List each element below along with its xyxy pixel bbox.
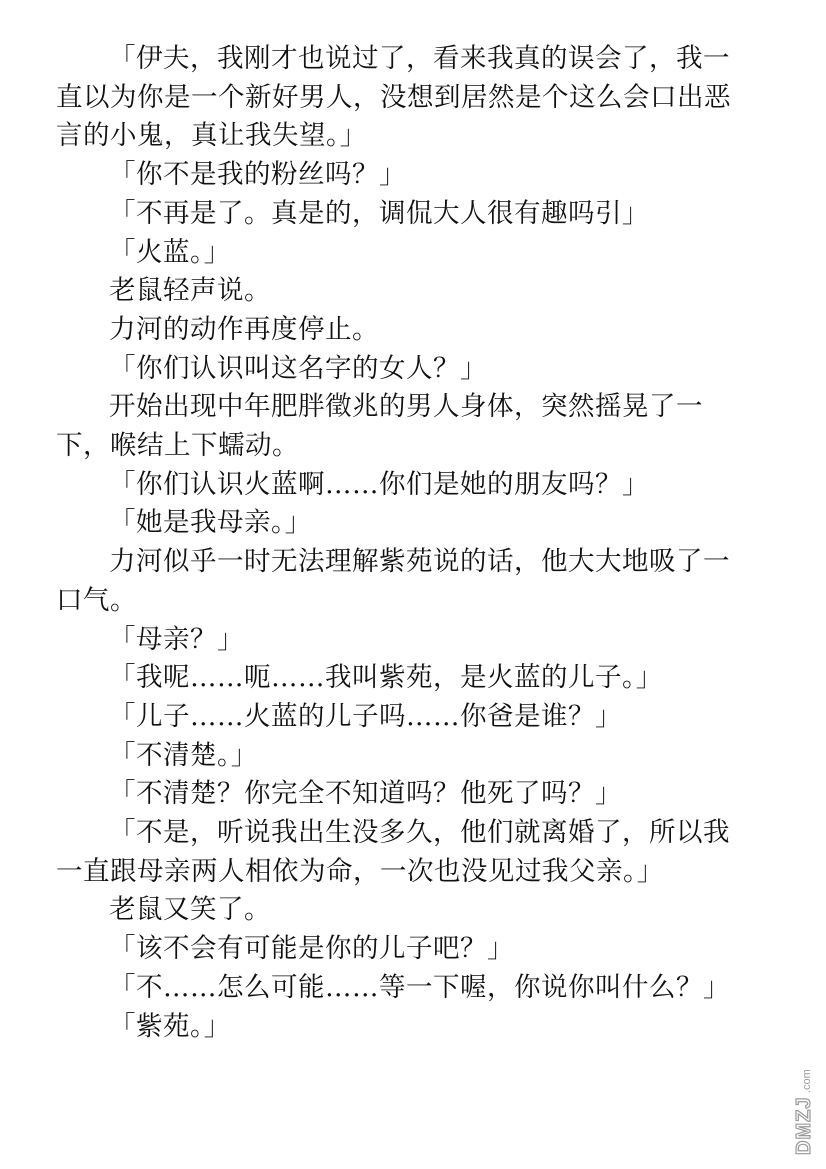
paragraph: 「我呢……呃……我叫紫苑，是火蓝的儿子。」 <box>109 662 663 694</box>
paragraph: 「你们认识火蓝啊……你们是她的朋友吗？」 <box>109 468 649 500</box>
paragraph: 「不是，听说我出生没多久，他们就离婚了，所以我一直跟母亲两人相依为命，一次也没见过我父亲。」 <box>56 817 730 887</box>
paragraph: 「不清楚。」 <box>109 739 258 771</box>
paragraph: 「不清楚？你完全不知道吗？他死了吗？」 <box>109 778 622 810</box>
paragraph: 老鼠又笑了。 <box>109 894 271 926</box>
paragraph: 「火蓝。」 <box>109 236 231 268</box>
svg-text:.com: .com <box>801 1069 813 1093</box>
paragraph: 力河的动作再度停止。 <box>109 313 379 345</box>
paragraph: 「你不是我的粉丝吗？」 <box>109 159 406 191</box>
paragraph: 力河似乎一时无法理解紫苑说的话，他大大地吸了一口气。 <box>56 546 730 616</box>
dmzj-watermark-logo <box>788 1047 818 1157</box>
svg-text:DMZJ: DMZJ <box>793 1096 815 1155</box>
paragraph: 老鼠轻声说。 <box>109 275 271 307</box>
paragraph: 「儿子……火蓝的儿子吗……你爸是谁？」 <box>109 700 622 732</box>
paragraph: 「紫苑。」 <box>109 1010 231 1042</box>
paragraph: 「母亲？」 <box>109 623 244 655</box>
paragraph: 「她是我母亲。」 <box>109 507 312 539</box>
paragraph: 「伊夫，我刚才也说过了，看来我真的误会了，我一直以为你是一个新好男人，没想到居然是个这么会口出恶言的小鬼，真让我失望。」 <box>56 43 731 152</box>
paragraph: 「该不会有可能是你的儿子吧？」 <box>109 933 514 965</box>
paragraph: 开始出现中年肥胖徵兆的男人身体，突然摇晃了一下，喉结上下蠕动。 <box>56 391 703 462</box>
paragraph: 「不……怎么可能……等一下喔，你说你叫什么？」 <box>109 971 730 1003</box>
page-body <box>56 40 756 1046</box>
paragraph: 「你们认识叫这名字的女人？」 <box>109 352 487 384</box>
paragraph: 「不再是了。真是的，调侃大人很有趣吗引」 <box>109 197 649 229</box>
